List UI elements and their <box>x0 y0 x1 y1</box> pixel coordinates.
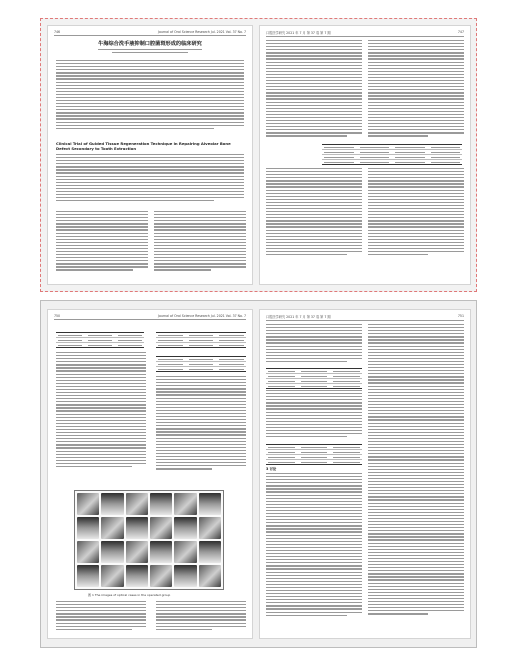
top-spread-frame <box>40 18 477 292</box>
body-column-left <box>266 40 362 139</box>
page-number: 747 <box>457 30 464 34</box>
english-abstract-block <box>56 154 244 203</box>
page-number: 751 <box>457 314 464 318</box>
running-header <box>54 30 246 36</box>
english-title: Clinical Trial of Guided Tissue Regeneration Technique in Repairing Alveolar Bone Defect Secondary to Tooth Extraction <box>56 141 231 151</box>
body-column-right <box>368 324 464 616</box>
page-top-right <box>259 25 471 285</box>
author-line <box>88 49 212 53</box>
body-column-right <box>154 211 246 273</box>
table-3 <box>156 356 246 372</box>
body-column-left <box>266 324 362 364</box>
body-column-right-lower <box>368 168 464 257</box>
journal-name: Journal of Oral Science Research Jul. 2021 Vol. 37 No. 7 <box>158 314 246 318</box>
page-bottom-left <box>47 309 253 639</box>
table-1 <box>56 332 144 348</box>
body-column-right-lower <box>156 601 246 632</box>
section-heading: 3 讨论 <box>266 467 277 471</box>
journal-name: Journal of Oral Science Research Jul. 2021 Vol. 37 No. 7 <box>158 30 246 34</box>
table-2 <box>156 332 246 348</box>
article-title: 牛海综合洗手液抑制口腔菌斑形成的临床研究 <box>98 41 202 47</box>
page-number: 750 <box>54 314 61 318</box>
table-5 <box>266 444 362 465</box>
body-column-right <box>156 376 246 471</box>
page-bottom-right <box>259 309 471 639</box>
body-column-left-lower <box>56 601 146 632</box>
figure-caption: 图 1 The images of optical cases in the operated group <box>88 593 171 597</box>
running-header <box>266 314 464 321</box>
running-header <box>54 314 246 320</box>
bottom-spread-frame <box>40 300 477 648</box>
data-table <box>322 144 462 165</box>
journal-name: 口腔医学研究 2021 年 7 月 第 37 卷 第 7 期 <box>266 31 331 35</box>
body-column-left-lower <box>266 168 362 257</box>
body-column-right <box>368 40 464 139</box>
body-column-left <box>56 211 148 273</box>
table-4 <box>266 368 362 389</box>
page-number: 746 <box>54 30 61 34</box>
body-column-left-lower <box>266 473 362 618</box>
abstract-block <box>56 60 244 131</box>
running-header <box>266 30 464 37</box>
body-column-left <box>56 352 146 469</box>
journal-name: 口腔医学研究 2021 年 7 月 第 37 卷 第 7 期 <box>266 315 331 319</box>
page-top-left <box>47 25 253 285</box>
clinical-photo-figure <box>74 490 224 590</box>
body-column-left-mid <box>266 390 362 439</box>
